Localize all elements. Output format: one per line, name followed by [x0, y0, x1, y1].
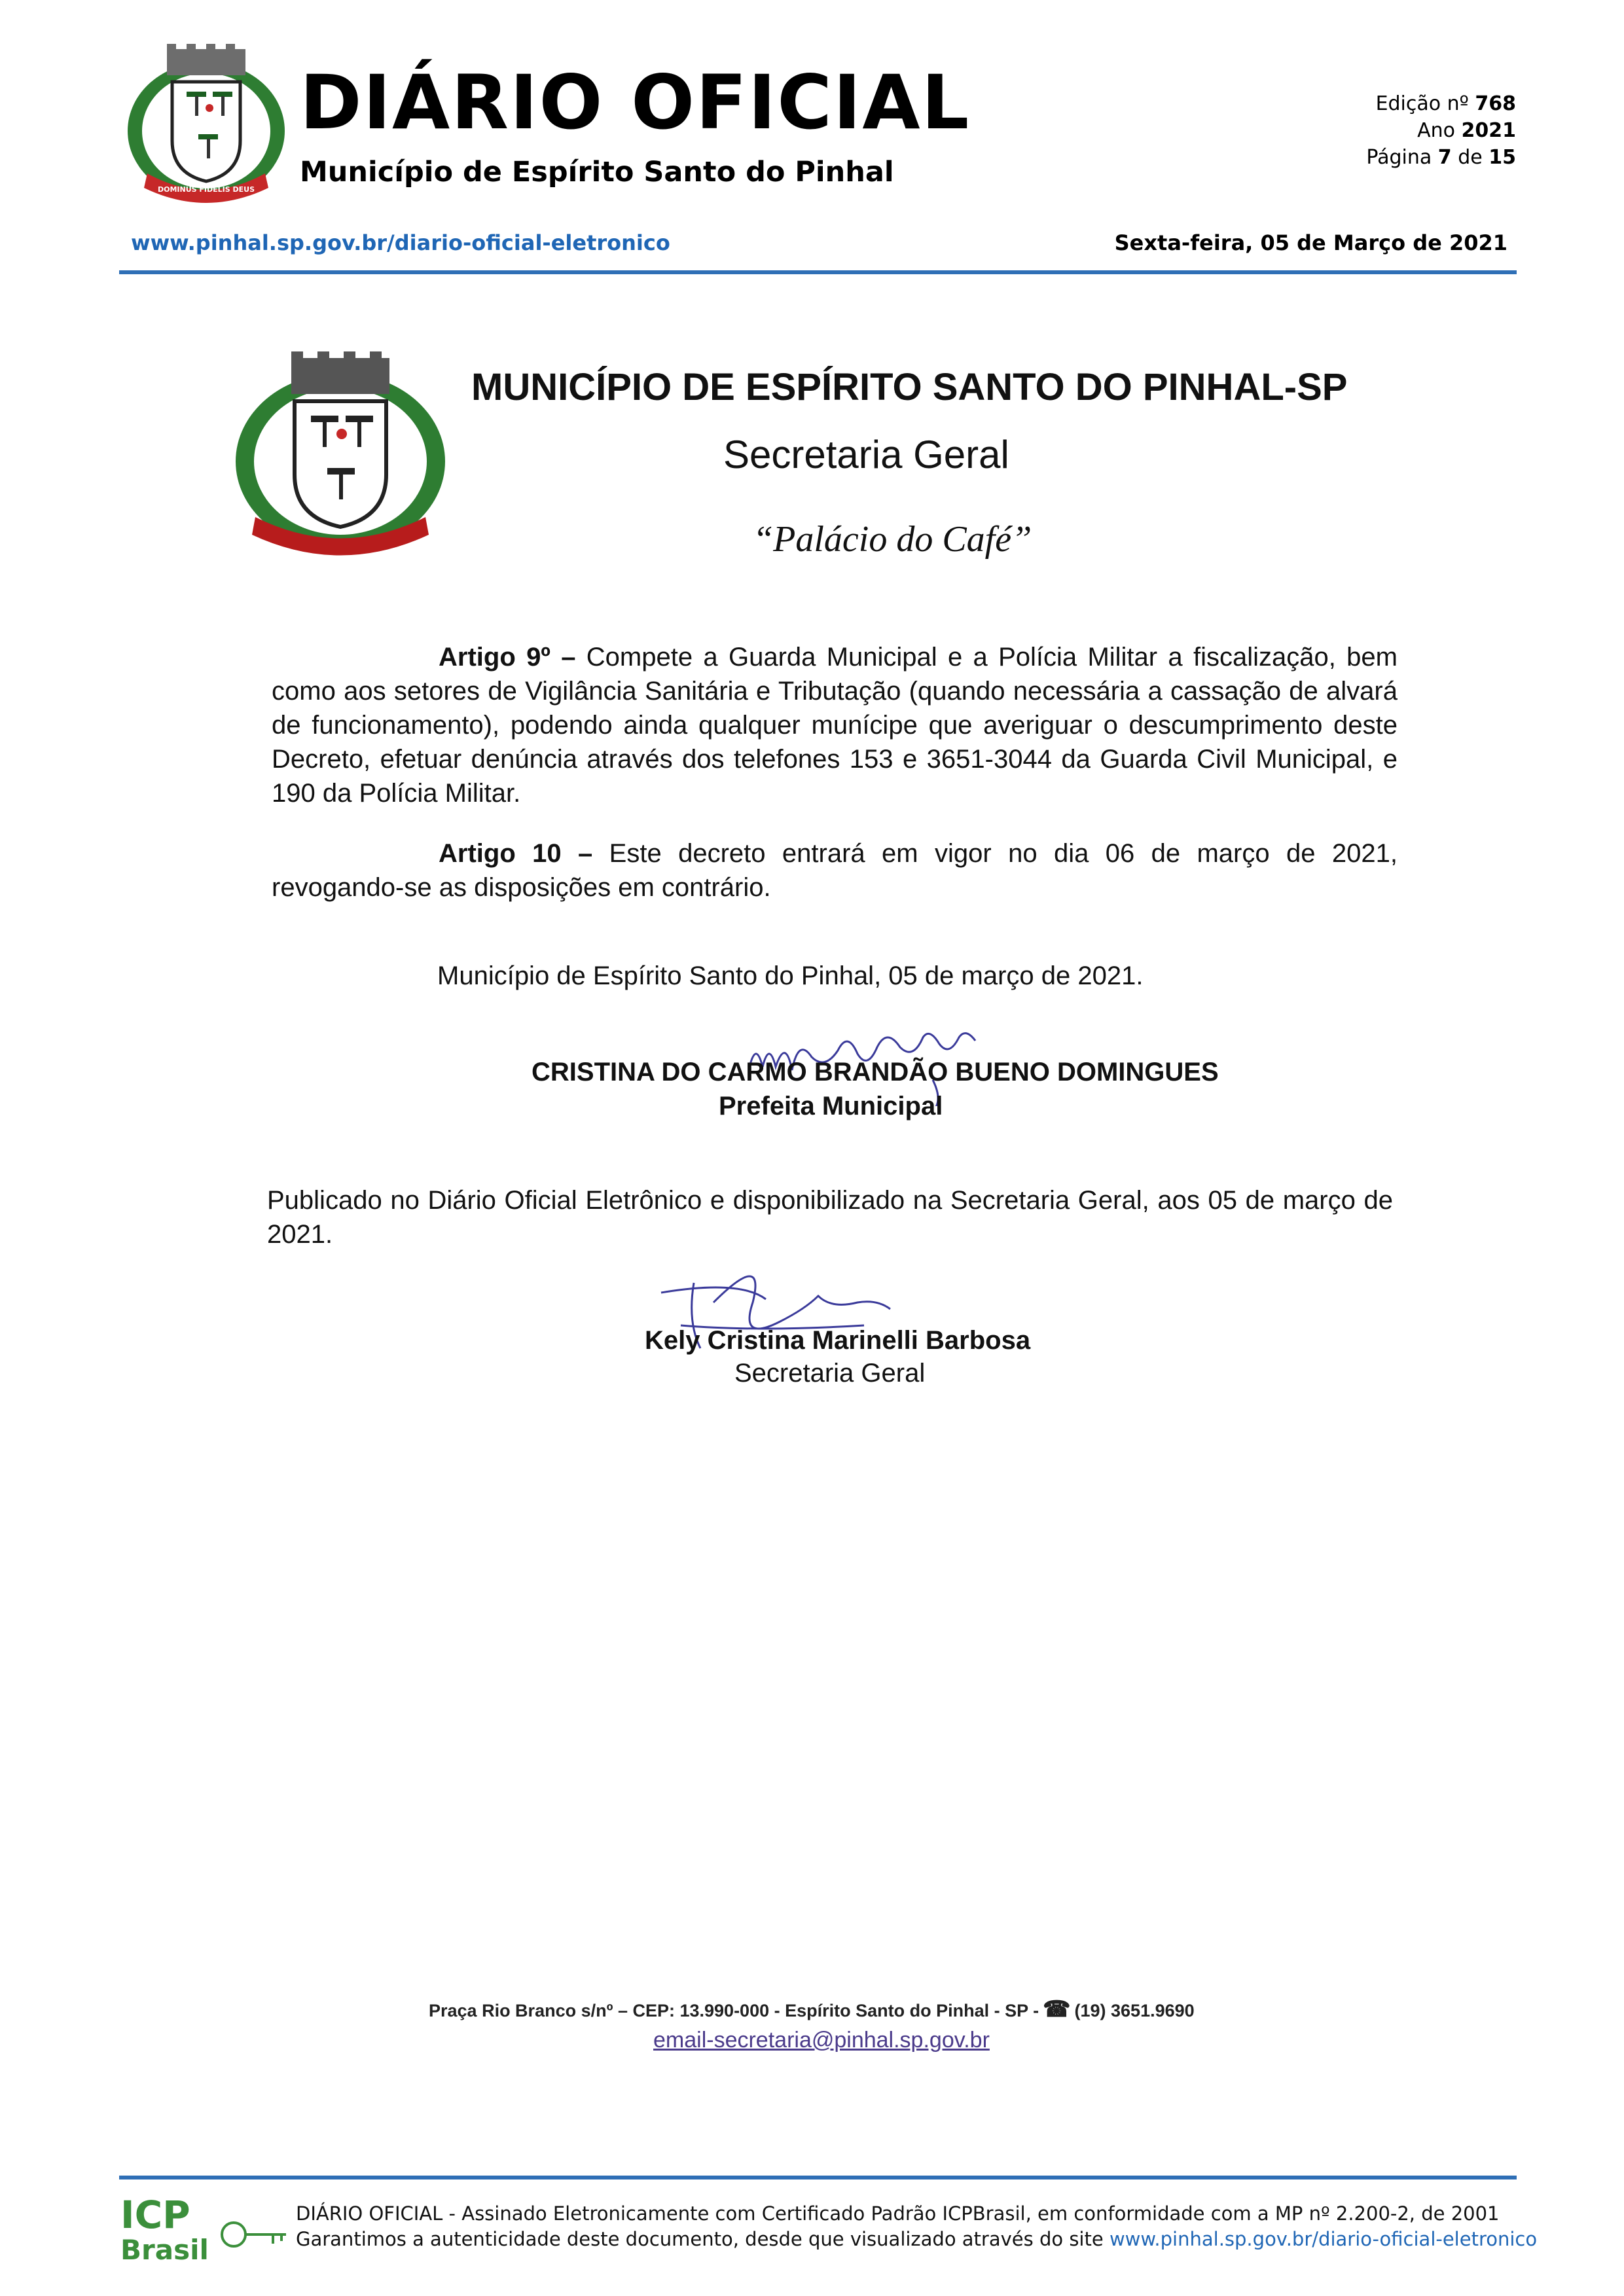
edition-number: 768 — [1475, 92, 1516, 115]
article-9-paragraph — [272, 640, 1398, 810]
page-label: Página — [1366, 146, 1432, 169]
letterhead-email-link[interactable]: email-secretaria@pinhal.sp.gov.br — [653, 2028, 990, 2053]
secretary-name: Kely Cristina Marinelli Barbosa — [645, 1326, 1031, 1355]
telephone-icon: ☎ — [1043, 1997, 1071, 2022]
edition-line — [1366, 90, 1516, 117]
footer-signature-notice: DIÁRIO OFICIAL - Assinado Eletronicamente com Certificado Padrão ICPBrasil, em conformidade com a MP nº 2.200-2, de 2001 — [296, 2202, 1500, 2225]
place-and-date: Município de Espírito Santo do Pinhal, 05 de março de 2021. — [437, 961, 1144, 990]
phone-number: (19) 3651.9690 — [1074, 2001, 1195, 2020]
publication-note: Publicado no Diário Oficial Eletrônico e disponibilizado na Secretaria Geral, aos 05 de março de 2021. — [267, 1186, 1393, 1249]
key-icon — [222, 2223, 286, 2246]
icp-brasil-logo — [119, 2194, 289, 2266]
newspaper-title: DIÁRIO OFICIAL — [300, 59, 971, 146]
page-line — [1366, 144, 1516, 171]
article-9-text: Compete a Guarda Municipal e a Polícia Militar a fiscalização, bem como aos setores de Vigilância Sanitária e Tributação (quando necessária a cassação de alvará de funcionamento), podendo ainda qualquer munícipe que averiguar o descumprimento deste Decreto, efetuar denúncia através dos telefones 153 e 3651-3044 da Guarda Civil Municipal, e 190 da Polícia Militar. — [272, 643, 1398, 808]
icp-logo-top-text: ICP — [120, 2194, 190, 2237]
article-9-label: Artigo 9º – — [439, 643, 576, 672]
secretary-title: Secretaria Geral — [734, 1359, 926, 1388]
crest-motto: DOMINUS FIDELIS DEUS — [157, 185, 255, 194]
letterhead-address — [429, 1996, 1195, 2022]
mayor-title: Prefeita Municipal — [719, 1092, 943, 1121]
address-text: Praça Rio Branco s/nº – CEP: 13.990-000 - Espírito Santo do Pinhal - SP - — [429, 2001, 1039, 2020]
article-10-text: Este decreto entrará em vigor no dia 06 de março de 2021, revogando-se as disposições em contrário. — [272, 839, 1398, 902]
header-divider — [119, 270, 1517, 274]
letterhead-municipality: MUNICÍPIO DE ESPÍRITO SANTO DO PINHAL-SP — [471, 366, 1348, 408]
footer-divider — [119, 2176, 1517, 2179]
publication-date: Sexta-feira, 05 de Março de 2021 — [1114, 230, 1507, 255]
year-label: Ano — [1417, 119, 1455, 142]
footer-authenticity-text: Garantimos a autenticidade deste documento, desde que visualizado através do site — [296, 2228, 1104, 2250]
page-total: 15 — [1489, 146, 1516, 169]
article-10-label: Artigo 10 – — [439, 839, 593, 868]
mayor-name: CRISTINA DO CARMO BRANDÃO BUENO DOMINGUES — [532, 1058, 1219, 1086]
year-value: 2021 — [1461, 119, 1516, 142]
municipality-subtitle: Município de Espírito Santo do Pinhal — [300, 156, 894, 188]
edition-info — [1366, 90, 1516, 171]
website-link[interactable]: www.pinhal.sp.gov.br/diario-oficial-eletronico — [131, 230, 670, 255]
letterhead-motto: “Palácio do Café” — [753, 519, 1032, 560]
municipal-crest-logo — [121, 43, 291, 206]
page-current: 7 — [1437, 146, 1452, 169]
edition-label: Edição nº — [1375, 92, 1469, 115]
footer-website-link[interactable]: www.pinhal.sp.gov.br/diario-oficial-eletronico — [1109, 2228, 1538, 2250]
year-line — [1366, 117, 1516, 144]
letterhead-crest-logo — [229, 350, 452, 556]
letterhead-department: Secretaria Geral — [723, 433, 1009, 476]
icp-logo-bottom-text: Brasil — [120, 2234, 209, 2266]
page-of: de — [1458, 146, 1483, 169]
footer-authenticity-notice — [296, 2228, 1537, 2250]
article-10-paragraph — [272, 836, 1398, 905]
